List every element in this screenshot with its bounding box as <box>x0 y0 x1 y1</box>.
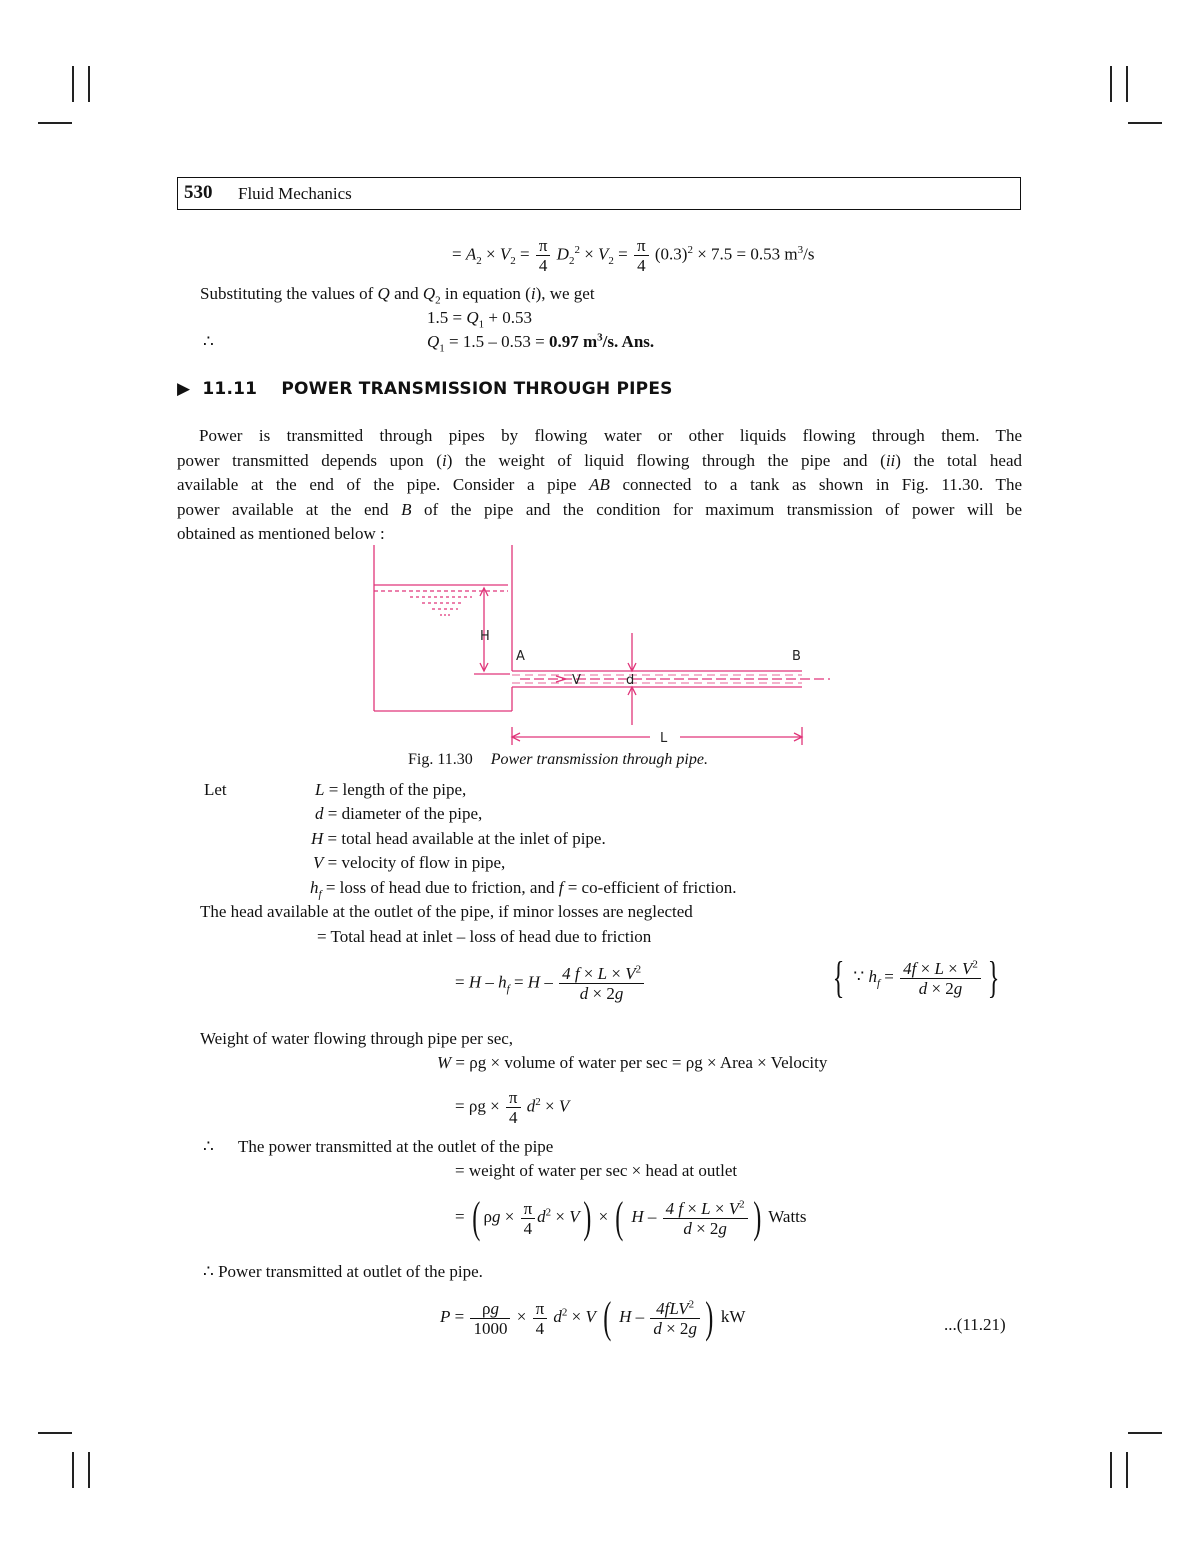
eq-text: × <box>579 244 599 264</box>
text: + 0.53 <box>484 308 532 327</box>
crop-mark <box>72 66 74 102</box>
book-title: Fluid Mechanics <box>238 184 352 203</box>
text-line <box>177 473 1022 498</box>
label-d: d <box>626 673 635 688</box>
power-kw-equation: P = $\frac{\rho g}{1000}$ × $\frac{\pi}{4}$ $d^2 \times V$ ( H – $\frac{4fLV^2}{d \times 2g}$ ) kW <box>440 1293 746 1342</box>
label-V: V <box>572 673 581 688</box>
definition-hf <box>310 877 737 899</box>
eq-superscript: 2 <box>574 243 580 256</box>
fraction <box>634 236 649 275</box>
weight-head-line: = weight of water per sec × head at outlet <box>455 1161 738 1180</box>
section-number: 11.11 <box>202 379 258 399</box>
numerator: π <box>536 236 551 256</box>
symbol: f <box>558 878 564 897</box>
text-line <box>177 498 1022 523</box>
eq-symbol: D <box>556 244 569 264</box>
page-number: 530 <box>184 182 213 203</box>
therefore-symbol: ∴ <box>203 332 214 351</box>
text: and <box>394 284 419 303</box>
text: = total head available at the inlet of pipe. <box>323 829 606 848</box>
figure-caption <box>408 751 708 769</box>
text: = loss of head due to friction, and <box>321 878 559 897</box>
running-header <box>177 177 1021 210</box>
caption-number: Fig. 11.30 <box>408 751 473 768</box>
definition-d <box>315 803 482 825</box>
text: i <box>441 450 447 470</box>
text: = ρg × <box>455 1096 504 1116</box>
equation-number: ...(11.21) <box>944 1315 1006 1334</box>
crop-mark <box>1128 1432 1162 1434</box>
let-label: Let <box>204 780 227 799</box>
head-outlet-line: The head available at the outlet of the pipe, if minor losses are neglected <box>200 902 693 921</box>
definition-L <box>315 779 466 801</box>
symbol: h <box>310 878 319 897</box>
answer-value: 0.97 m <box>548 332 598 351</box>
text: = velocity of flow in pipe, <box>323 853 506 872</box>
eq-text: = <box>613 244 633 264</box>
fraction: $\frac{4 f \times L \times V^2}{d \times 2g}$ <box>559 964 644 1003</box>
crop-mark <box>72 1452 74 1488</box>
label-L: L <box>660 731 668 746</box>
definition-H <box>311 828 606 850</box>
text: ), we get <box>535 284 595 303</box>
text: ii <box>885 450 896 470</box>
fraction: $\frac{4f \times L \times V^2}{d \times 2g}$ <box>900 959 981 998</box>
pipe-diagram <box>360 545 840 750</box>
text: 1.5 = <box>427 308 467 327</box>
text: in equation ( <box>444 284 531 303</box>
fraction <box>536 236 551 275</box>
therefore-symbol: ∴ <box>203 1137 214 1156</box>
text-line <box>177 449 1022 474</box>
unit-watts: Watts <box>768 1206 807 1226</box>
crop-mark <box>88 1452 90 1488</box>
symbol: V <box>313 853 324 872</box>
crop-mark <box>1128 122 1162 124</box>
crop-mark <box>38 1432 72 1434</box>
text: = 1.5 – 0.53 = <box>444 332 549 351</box>
label-H: H <box>480 629 490 644</box>
crop-mark <box>38 122 72 124</box>
eq-subscript: 2 <box>608 254 614 267</box>
denominator: 4 <box>538 256 548 275</box>
head-equation: = $H - h_f = H$ – $\frac{4 f \times L \times V^2}{d \times 2g}$ <box>455 964 646 1003</box>
text: of the pipe and the condition for maximum transmission of power will be <box>411 499 1022 519</box>
section-title: POWER TRANSMISSION THROUGH PIPES <box>281 379 673 399</box>
crop-mark <box>1110 1452 1112 1488</box>
total-head-line: = Total head at inlet – loss of head due to friction <box>317 927 652 946</box>
numerator: π <box>634 236 649 256</box>
crop-mark <box>88 66 90 102</box>
equation-answer: $Q_1 = 1.5 - 0.53 = 0.97$ $m^3/s$. Ans. <box>427 331 655 355</box>
label-B: B <box>792 649 801 664</box>
caption-text: Power transmission through pipe. <box>490 751 708 768</box>
eq-text: (0.3) <box>654 244 688 264</box>
eq-subscript: 2 <box>568 254 575 267</box>
label-A: A <box>516 649 525 664</box>
text: power transmitted depends upon ( <box>177 450 442 470</box>
eq-superscript: 2 <box>687 243 693 256</box>
crop-mark <box>1110 66 1112 102</box>
intro-paragraph <box>177 424 1022 547</box>
eq-text: × 7.5 = 0.53 m <box>692 244 798 264</box>
eq-text: = <box>452 244 466 264</box>
power-outlet-line: ∴ Power transmitted at outlet of the pipe. <box>203 1262 483 1281</box>
weight-line: Weight of water flowing through pipe per sec, <box>200 1029 514 1048</box>
symbol: H <box>311 829 324 848</box>
section-heading <box>177 379 673 399</box>
definition-V <box>313 852 505 874</box>
power-at-line: The power transmitted at the outlet of the pipe <box>238 1137 554 1156</box>
text: power available at the end <box>177 499 402 519</box>
text: ) the total head <box>895 450 1022 470</box>
unit-kw: kW <box>720 1306 746 1326</box>
crop-mark <box>1126 66 1128 102</box>
section-marker: ▶ <box>177 379 191 399</box>
weight-equation: W = ρg × volume of water per sec = ρg × Area × Velocity <box>437 1053 828 1072</box>
substitution-line: Substituting the values of Q and $Q_2$ in equation (i), we get <box>200 284 595 307</box>
hf-formula: { ∵ $h_f$ = $\frac{4f \times L \times V^2}{d \times 2g}$ } <box>832 953 1000 1002</box>
eq-subscript: 2 <box>510 254 516 267</box>
text: = length of the pipe, <box>324 780 467 799</box>
power-watts-equation: = ( ρg × $\frac{\pi}{4}$ $d^2 \times V$) × ( H – $\frac{4 f \times L \times V^2}{d \times 2g}$ ) Watts <box>455 1193 807 1242</box>
text: ) the weight of liquid flowing through the pipe and ( <box>446 450 886 470</box>
eq-text: /s <box>803 244 815 264</box>
crop-mark <box>1126 1452 1128 1488</box>
fraction: $\frac{\pi}{4}$ <box>506 1088 521 1127</box>
text-line: Power is transmitted through pipes by flowing water or other liquids flowing through them. The <box>199 426 1022 445</box>
eq-symbol: A <box>465 244 477 264</box>
text-line: obtained as mentioned below : <box>177 524 385 544</box>
symbol: d <box>315 804 324 823</box>
eq-symbol: V <box>499 244 511 264</box>
equation-q2: = $A_2 \times V_2$ = $\frac{\pi}{4}$ $D_2^2 \times V_2$ = $\frac{\pi}{4}$ $(0.3)^2 \times 7.5 = 0.53$ $m^3/s$ <box>452 236 815 275</box>
text: B <box>401 499 412 519</box>
equation-line: $1.5 = Q_1 + 0.53$ <box>427 308 532 331</box>
eq-symbol: V <box>598 244 609 264</box>
denominator: 4 <box>637 256 646 275</box>
subscript: f <box>318 888 322 901</box>
symbol: L <box>315 780 325 799</box>
eq-text: × <box>481 244 500 264</box>
eq-subscript: 2 <box>476 254 482 267</box>
text: = diameter of the pipe, <box>323 804 483 823</box>
rhog-equation: = ρg × $\frac{\pi}{4}$ $d^2 \times V$ <box>455 1088 570 1127</box>
answer-value: /s. Ans. <box>602 332 655 351</box>
text: = ρg × volume of water per sec = ρg × Area × Velocity <box>455 1053 828 1072</box>
text: Substituting the values of <box>200 284 374 303</box>
text: AB <box>589 475 610 495</box>
eq-text: = <box>515 244 534 264</box>
text: connected to a tank as shown in Fig. 11.30. The <box>609 475 1022 495</box>
text: available at the end of the pipe. Consider a pipe <box>177 475 590 495</box>
text: = co-efficient of friction. <box>563 878 737 897</box>
